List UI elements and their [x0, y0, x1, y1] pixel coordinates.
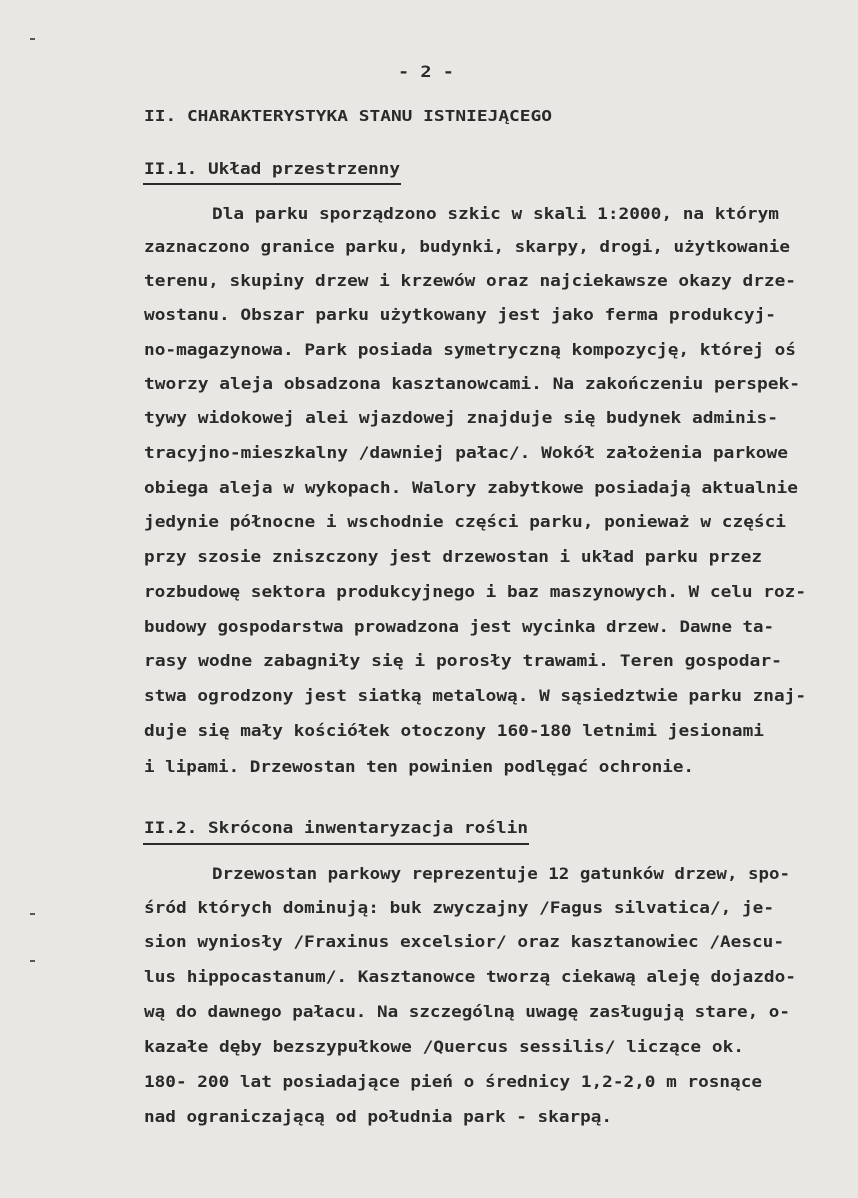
paragraph-line: i lipami. Drzewostan ten powinien podlęgać ochronie.	[144, 757, 694, 776]
paragraph-line: duje się mały kościółek otoczony 160-180 letnimi jesionami	[144, 721, 765, 740]
paragraph-line: no-magazynowa. Park posiada symetryczną kompozycję, której oś	[144, 340, 796, 359]
paragraph-line: obiega aleja w wykopach. Walory zabytkowe posiadają aktualnie	[144, 478, 798, 497]
paragraph-line: terenu, skupiny drzew i krzewów oraz najciekawsze okazy drze-	[144, 271, 796, 290]
paragraph-line: budowy gospodarstwa prowadzona jest wycinka drzew. Dawne ta-	[144, 617, 774, 636]
paragraph-line: tworzy aleja obsadzona kasztanowcami. Na zakończeniu perspek-	[144, 374, 801, 393]
paragraph-line: śród których dominują: buk zwyczajny /Fagus silvatica/, je-	[144, 898, 774, 917]
paragraph-line: sion wyniosły /Fraxinus excelsior/ oraz kasztanowiec /Aescu-	[144, 932, 784, 951]
paragraph-line: przy szosie zniszczony jest drzewostan i układ parku przez	[144, 547, 762, 566]
paragraph-line: jedynie północne i wschodnie części parku, ponieważ w części	[144, 512, 787, 531]
paragraph-line: tywy widokowej alei wjazdowej znajduje się budynek adminis-	[144, 408, 778, 427]
paragraph-line: zaznaczono granice parku, budynki, skarpy, drogi, użytkowanie	[144, 237, 790, 256]
paragraph-line: Drzewostan parkowy reprezentuje 12 gatunków drzew, spo-	[212, 864, 790, 883]
section-heading: II.1. Układ przestrzenny	[144, 159, 401, 178]
paragraph-line: stwa ogrodzony jest siatką metalową. W sąsiedztwie parku znaj-	[144, 686, 806, 705]
chapter-title: II. CHARAKTERYSTYKA STANU ISTNIEJĄCEGO	[144, 107, 552, 125]
paragraph-line: tracyjno-mieszkalny /dawniej pałac/. Wokół założenia parkowe	[144, 443, 788, 462]
paragraph-line: wą do dawnego pałacu. Na szczególną uwagę zasługują stare, o-	[144, 1002, 790, 1021]
paragraph-line: wostanu. Obszar parku użytkowany jest jako ferma produkcyj-	[144, 305, 776, 324]
paragraph-line: 180- 200 lat posiadające pień o średnicy 1,2-2,0 m rosnące	[144, 1072, 762, 1091]
section-heading: II.2. Skrócona inwentaryzacja roślin	[144, 818, 528, 837]
paragraph-line: lus hippocastanum/. Kasztanowce tworzą ciekawą aleję dojazdo-	[144, 967, 796, 986]
page-number: - 2 -	[398, 62, 454, 81]
paragraph-line: rasy wodne zabagniły się i porosły trawami. Teren gospodar-	[144, 651, 782, 670]
paragraph-line: rozbudowę sektora produkcyjnego i baz maszynowych. W celu roz-	[144, 582, 806, 601]
paragraph-line: kazałe dęby bezszypułkowe /Quercus sessilis/ liczące ok.	[144, 1037, 744, 1056]
paragraph-line: nad ograniczającą od południa park - skarpą.	[144, 1107, 612, 1126]
paragraph-line: Dla parku sporządzono szkic w skali 1:2000, na którym	[212, 204, 780, 223]
